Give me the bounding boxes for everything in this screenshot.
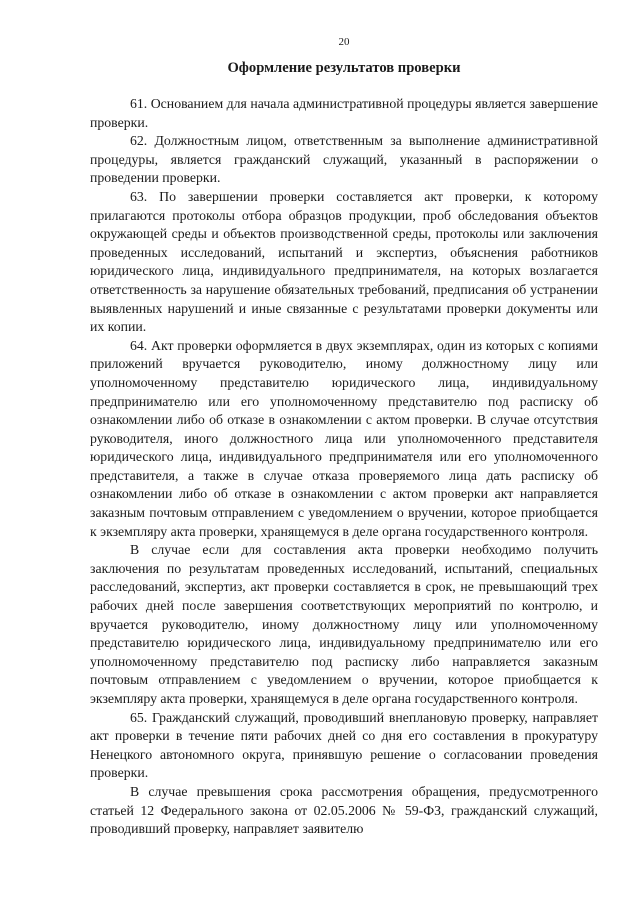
paragraph-65-continuation: В случае превышения срока рассмотрения обращения, предусмотренного статьей 12 Федерального закона от 02.05.2006 № 59-ФЗ, гражданский служащий, проводивший проверку, направляет заявителю xyxy=(90,783,598,837)
paragraph-64-continuation: В случае если для составления акта проверки необходимо получить заключения по результатам проведенных исследований, испытаний, специальных расследований, экспертиз, акт проверки составляется в срок, не превышающий трех рабочих дней после завершения соответствующих мероприятий по контролю, и вручается руководителю, иному должностному лицу или уполномоченному представителю юридического лица, индивидуальному предпринимателю или его уполномоченному представителю под расписку либо направляется заказным почтовым отправлением с уведомлением о вручении, которое приобщается к экземпляру акта проверки, хранящемуся в деле органа государственного контроля. xyxy=(90,542,598,706)
paragraph-62: 62. Должностным лицом, ответственным за выполнение административной процедуры, является гражданский служащий, указанный в распоряжении о проведении проверки. xyxy=(90,133,598,186)
paragraph-64: 64. Акт проверки оформляется в двух экземплярах, один из которых с копиями приложений вручается руководителю, иному должностному лицу или уполномоченному представителю юридического лица, индивидуальному предпринимателю или его уполномоченному представителю под расписку об ознакомлении либо об отказе в ознакомлении с актом проверки. В случае отсутствия руководителя, иного должностного лица или уполномоченного представителя юридического лица, индивидуального предпринимателя или его уполномоченного представителя, а также в случае отказа проверяемого лица дать расписку об ознакомлении либо об отказе в ознакомлении с актом проверки акт направляется заказным почтовым отправлением с уведомлением о вручении, которое приобщается к экземпляру акта проверки, хранящемуся в деле органа государственного контроля. xyxy=(90,337,598,539)
paragraph-65: 65. Гражданский служащий, проводивший внеплановую проверку, направляет акт проверки в течение пяти рабочих дней со дня его составления в прокуратуру Ненецкого автономного округа, принявшую решение о согласовании проведения проверки. xyxy=(90,709,598,781)
paragraph-61: 61. Основанием для начала административной процедуры является завершение проверки. xyxy=(90,96,598,130)
page-number: 20 xyxy=(338,36,350,48)
section-heading: Оформление результатов проверки xyxy=(227,60,461,76)
paragraph-63: 63. По завершении проверки составляется акт проверки, к которому прилагаются протоколы отбора образцов продукции, проб обследования объектов окружающей среды и объектов производственной среды, протоколы или заключения проведенных исследований, испытаний и экспертиз, объяснения работников юридического лица, индивидуального предпринимателя, на которых возлагается ответственность за нарушение обязательных требований, предписания об устранении выявленных нарушений и иные связанные с результатами проверки документы или их копии. xyxy=(90,188,598,335)
